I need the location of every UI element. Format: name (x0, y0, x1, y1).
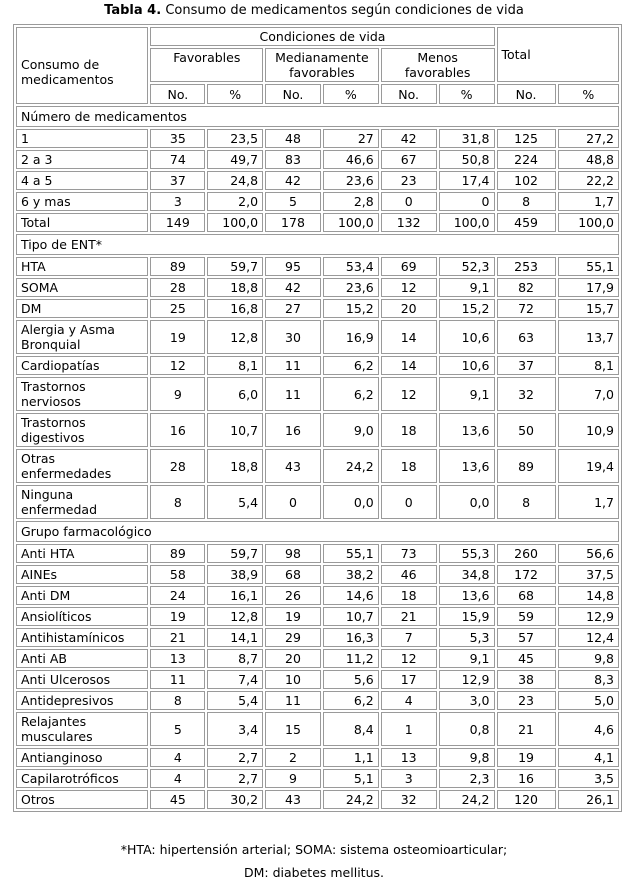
count-cell: 15 (265, 712, 321, 746)
header-no: No. (497, 84, 556, 104)
percent-cell: 4,1 (558, 748, 619, 767)
percent-cell: 9,1 (439, 649, 495, 668)
percent-cell: 18,8 (207, 278, 263, 297)
percent-cell: 10,7 (323, 607, 379, 626)
count-cell: 10 (265, 670, 321, 689)
percent-cell: 49,7 (207, 150, 263, 169)
percent-cell: 5,0 (558, 691, 619, 710)
percent-cell: 14,6 (323, 586, 379, 605)
count-cell: 12 (150, 356, 205, 375)
table-caption (0, 2, 628, 19)
table-row (16, 607, 619, 626)
percent-cell: 13,6 (439, 449, 495, 483)
table-row (16, 449, 619, 483)
count-cell: 11 (265, 377, 321, 411)
percent-cell: 3,5 (558, 769, 619, 788)
table-row (16, 150, 619, 169)
row-label: Antidepresivos (16, 691, 148, 710)
count-cell: 23 (381, 171, 437, 190)
percent-cell: 9,1 (439, 377, 495, 411)
row-label: 4 a 5 (16, 171, 148, 190)
table-row (16, 691, 619, 710)
percent-cell: 12,9 (558, 607, 619, 626)
count-cell: 16 (265, 413, 321, 447)
count-cell: 8 (497, 192, 556, 211)
table-row (16, 171, 619, 190)
count-cell: 29 (265, 628, 321, 647)
count-cell: 18 (381, 413, 437, 447)
count-cell: 11 (265, 356, 321, 375)
count-cell: 12 (381, 278, 437, 297)
count-cell: 3 (381, 769, 437, 788)
count-cell: 73 (381, 544, 437, 563)
section-row (16, 234, 619, 255)
percent-cell: 26,1 (558, 790, 619, 809)
count-cell: 18 (381, 449, 437, 483)
table-row (16, 278, 619, 297)
count-cell: 4 (381, 691, 437, 710)
count-cell: 5 (150, 712, 205, 746)
row-label: Antianginoso (16, 748, 148, 767)
percent-cell: 15,2 (323, 299, 379, 318)
percent-cell: 15,9 (439, 607, 495, 626)
count-cell: 30 (265, 320, 321, 354)
row-label: Anti HTA (16, 544, 148, 563)
percent-cell: 56,6 (558, 544, 619, 563)
count-cell: 38 (497, 670, 556, 689)
table-row (16, 565, 619, 584)
count-cell: 102 (497, 171, 556, 190)
count-cell: 8 (497, 485, 556, 519)
table-row (16, 628, 619, 647)
table-row (16, 213, 619, 232)
count-cell: 83 (265, 150, 321, 169)
percent-cell: 53,4 (323, 257, 379, 276)
percent-cell: 27 (323, 129, 379, 148)
percent-cell: 2,7 (207, 748, 263, 767)
percent-cell: 0,0 (439, 485, 495, 519)
row-label: Cardiopatías (16, 356, 148, 375)
percent-cell: 100,0 (439, 213, 495, 232)
percent-cell: 2,3 (439, 769, 495, 788)
percent-cell: 6,0 (207, 377, 263, 411)
row-label: Ninguna enfermedad (16, 485, 148, 519)
section-title: Número de medicamentos (16, 106, 619, 127)
percent-cell: 38,9 (207, 565, 263, 584)
percent-cell: 12,9 (439, 670, 495, 689)
count-cell: 42 (265, 278, 321, 297)
count-cell: 59 (497, 607, 556, 626)
count-cell: 69 (381, 257, 437, 276)
count-cell: 24 (150, 586, 205, 605)
count-cell: 20 (265, 649, 321, 668)
percent-cell: 8,1 (207, 356, 263, 375)
count-cell: 13 (150, 649, 205, 668)
section-title: Tipo de ENT* (16, 234, 619, 255)
row-label: Anti DM (16, 586, 148, 605)
row-label: 1 (16, 129, 148, 148)
section-title: Grupo farmacológico (16, 521, 619, 542)
count-cell: 95 (265, 257, 321, 276)
count-cell: 19 (150, 607, 205, 626)
percent-cell: 24,2 (323, 449, 379, 483)
percent-cell: 18,8 (207, 449, 263, 483)
count-cell: 37 (497, 356, 556, 375)
count-cell: 17 (381, 670, 437, 689)
count-cell: 4 (150, 748, 205, 767)
footnote-line-1: *HTA: hipertensión arterial; SOMA: sistema osteomioarticular; (120, 842, 508, 857)
count-cell: 28 (150, 449, 205, 483)
count-cell: 46 (381, 565, 437, 584)
header-consumo: Consumo de medicamentos (16, 27, 148, 104)
table-row (16, 748, 619, 767)
count-cell: 2 (265, 748, 321, 767)
count-cell: 0 (265, 485, 321, 519)
table-row (16, 356, 619, 375)
count-cell: 48 (265, 129, 321, 148)
count-cell: 0 (381, 485, 437, 519)
percent-cell: 34,8 (439, 565, 495, 584)
percent-cell: 1,1 (323, 748, 379, 767)
percent-cell: 13,7 (558, 320, 619, 354)
percent-cell: 10,6 (439, 356, 495, 375)
count-cell: 67 (381, 150, 437, 169)
percent-cell: 31,8 (439, 129, 495, 148)
percent-cell: 4,6 (558, 712, 619, 746)
count-cell: 27 (265, 299, 321, 318)
percent-cell: 14,1 (207, 628, 263, 647)
table-row (16, 670, 619, 689)
row-label: AINEs (16, 565, 148, 584)
count-cell: 21 (381, 607, 437, 626)
percent-cell: 100,0 (323, 213, 379, 232)
header-no: No. (265, 84, 321, 104)
percent-cell: 9,0 (323, 413, 379, 447)
count-cell: 12 (381, 649, 437, 668)
percent-cell: 23,5 (207, 129, 263, 148)
count-cell: 21 (497, 712, 556, 746)
table-row (16, 257, 619, 276)
percent-cell: 10,7 (207, 413, 263, 447)
count-cell: 57 (497, 628, 556, 647)
count-cell: 89 (150, 257, 205, 276)
percent-cell: 8,4 (323, 712, 379, 746)
percent-cell: 100,0 (558, 213, 619, 232)
percent-cell: 8,3 (558, 670, 619, 689)
percent-cell: 2,0 (207, 192, 263, 211)
count-cell: 72 (497, 299, 556, 318)
percent-cell: 12,8 (207, 607, 263, 626)
percent-cell: 7,0 (558, 377, 619, 411)
percent-cell: 12,8 (207, 320, 263, 354)
header-no: No. (381, 84, 437, 104)
percent-cell: 55,3 (439, 544, 495, 563)
count-cell: 74 (150, 150, 205, 169)
percent-cell: 8,1 (558, 356, 619, 375)
count-cell: 63 (497, 320, 556, 354)
header-condiciones: Condiciones de vida (150, 27, 494, 46)
table-row (16, 413, 619, 447)
percent-cell: 5,4 (207, 691, 263, 710)
row-label: SOMA (16, 278, 148, 297)
percent-cell: 6,2 (323, 377, 379, 411)
count-cell: 12 (381, 377, 437, 411)
percent-cell: 6,2 (323, 691, 379, 710)
count-cell: 68 (265, 565, 321, 584)
count-cell: 89 (150, 544, 205, 563)
percent-cell: 46,6 (323, 150, 379, 169)
count-cell: 9 (265, 769, 321, 788)
percent-cell: 9,8 (558, 649, 619, 668)
percent-cell: 50,8 (439, 150, 495, 169)
row-label: 2 a 3 (16, 150, 148, 169)
table-row (16, 544, 619, 563)
header-pct: % (323, 84, 379, 104)
count-cell: 42 (381, 129, 437, 148)
count-cell: 20 (381, 299, 437, 318)
table-row (16, 649, 619, 668)
percent-cell: 0,0 (323, 485, 379, 519)
percent-cell: 37,5 (558, 565, 619, 584)
count-cell: 260 (497, 544, 556, 563)
percent-cell: 16,1 (207, 586, 263, 605)
percent-cell: 1,7 (558, 192, 619, 211)
row-label: Trastornos digestivos (16, 413, 148, 447)
table-row (16, 299, 619, 318)
count-cell: 13 (381, 748, 437, 767)
table-row (16, 377, 619, 411)
caption-title: Consumo de medicamentos según condiciones de vida (165, 3, 524, 18)
row-label: Anti Ulcerosos (16, 670, 148, 689)
count-cell: 35 (150, 129, 205, 148)
section-row (16, 106, 619, 127)
table-row (16, 712, 619, 746)
count-cell: 120 (497, 790, 556, 809)
percent-cell: 5,4 (207, 485, 263, 519)
count-cell: 0 (381, 192, 437, 211)
percent-cell: 13,6 (439, 413, 495, 447)
percent-cell: 1,7 (558, 485, 619, 519)
count-cell: 149 (150, 213, 205, 232)
table-row (16, 485, 619, 519)
count-cell: 16 (150, 413, 205, 447)
percent-cell: 0 (439, 192, 495, 211)
header-pct: % (558, 84, 619, 104)
count-cell: 43 (265, 790, 321, 809)
count-cell: 18 (381, 586, 437, 605)
percent-cell: 16,9 (323, 320, 379, 354)
row-label: Capilarotróficos (16, 769, 148, 788)
count-cell: 132 (381, 213, 437, 232)
header-pct: % (207, 84, 263, 104)
header-medianamente: Medianamente favorables (265, 48, 379, 82)
percent-cell: 23,6 (323, 171, 379, 190)
percent-cell: 55,1 (558, 257, 619, 276)
count-cell: 21 (150, 628, 205, 647)
section-row (16, 521, 619, 542)
percent-cell: 12,4 (558, 628, 619, 647)
header-total: Total (497, 27, 620, 82)
row-label: Relajantes musculares (16, 712, 148, 746)
table-row (16, 586, 619, 605)
percent-cell: 23,6 (323, 278, 379, 297)
header-favorables: Favorables (150, 48, 263, 82)
count-cell: 14 (381, 320, 437, 354)
count-cell: 19 (497, 748, 556, 767)
count-cell: 224 (497, 150, 556, 169)
row-label: 6 y mas (16, 192, 148, 211)
percent-cell: 2,7 (207, 769, 263, 788)
percent-cell: 16,8 (207, 299, 263, 318)
percent-cell: 24,2 (323, 790, 379, 809)
count-cell: 68 (497, 586, 556, 605)
percent-cell: 14,8 (558, 586, 619, 605)
count-cell: 28 (150, 278, 205, 297)
percent-cell: 5,6 (323, 670, 379, 689)
percent-cell: 9,8 (439, 748, 495, 767)
count-cell: 42 (265, 171, 321, 190)
row-label: Total (16, 213, 148, 232)
percent-cell: 27,2 (558, 129, 619, 148)
percent-cell: 24,8 (207, 171, 263, 190)
percent-cell: 100,0 (207, 213, 263, 232)
table-row (16, 790, 619, 809)
percent-cell: 11,2 (323, 649, 379, 668)
footnote-line-2: DM: diabetes mellitus. (244, 865, 384, 880)
count-cell: 50 (497, 413, 556, 447)
table-row (16, 320, 619, 354)
percent-cell: 48,8 (558, 150, 619, 169)
count-cell: 14 (381, 356, 437, 375)
percent-cell: 24,2 (439, 790, 495, 809)
row-label: DM (16, 299, 148, 318)
count-cell: 98 (265, 544, 321, 563)
percent-cell: 55,1 (323, 544, 379, 563)
percent-cell: 15,2 (439, 299, 495, 318)
percent-cell: 19,4 (558, 449, 619, 483)
table-row (16, 192, 619, 211)
percent-cell: 10,9 (558, 413, 619, 447)
count-cell: 172 (497, 565, 556, 584)
count-cell: 45 (497, 649, 556, 668)
percent-cell: 7,4 (207, 670, 263, 689)
row-label: Antihistamínicos (16, 628, 148, 647)
count-cell: 32 (381, 790, 437, 809)
row-label: Otros (16, 790, 148, 809)
table-row (16, 769, 619, 788)
count-cell: 16 (497, 769, 556, 788)
percent-cell: 17,9 (558, 278, 619, 297)
percent-cell: 15,7 (558, 299, 619, 318)
row-label: Ansiolíticos (16, 607, 148, 626)
table-row (16, 129, 619, 148)
percent-cell: 5,3 (439, 628, 495, 647)
count-cell: 89 (497, 449, 556, 483)
count-cell: 19 (150, 320, 205, 354)
count-cell: 23 (497, 691, 556, 710)
count-cell: 58 (150, 565, 205, 584)
percent-cell: 3,4 (207, 712, 263, 746)
count-cell: 11 (265, 691, 321, 710)
row-label: Alergia y Asma Bronquial (16, 320, 148, 354)
percent-cell: 5,1 (323, 769, 379, 788)
percent-cell: 13,6 (439, 586, 495, 605)
header-no: No. (150, 84, 205, 104)
percent-cell: 16,3 (323, 628, 379, 647)
percent-cell: 0,8 (439, 712, 495, 746)
count-cell: 45 (150, 790, 205, 809)
percent-cell: 6,2 (323, 356, 379, 375)
count-cell: 178 (265, 213, 321, 232)
count-cell: 7 (381, 628, 437, 647)
count-cell: 19 (265, 607, 321, 626)
percent-cell: 9,1 (439, 278, 495, 297)
count-cell: 253 (497, 257, 556, 276)
percent-cell: 17,4 (439, 171, 495, 190)
table-body (16, 106, 619, 809)
count-cell: 8 (150, 485, 205, 519)
row-label: HTA (16, 257, 148, 276)
row-label: Trastornos nerviosos (16, 377, 148, 411)
count-cell: 26 (265, 586, 321, 605)
row-label: Otras enfermedades (16, 449, 148, 483)
count-cell: 11 (150, 670, 205, 689)
percent-cell: 52,3 (439, 257, 495, 276)
medication-table (13, 24, 622, 812)
count-cell: 9 (150, 377, 205, 411)
percent-cell: 3,0 (439, 691, 495, 710)
percent-cell: 22,2 (558, 171, 619, 190)
count-cell: 32 (497, 377, 556, 411)
count-cell: 3 (150, 192, 205, 211)
percent-cell: 59,7 (207, 544, 263, 563)
count-cell: 8 (150, 691, 205, 710)
header-menos: Menos favorables (381, 48, 495, 82)
count-cell: 82 (497, 278, 556, 297)
count-cell: 4 (150, 769, 205, 788)
count-cell: 37 (150, 171, 205, 190)
count-cell: 125 (497, 129, 556, 148)
count-cell: 459 (497, 213, 556, 232)
count-cell: 25 (150, 299, 205, 318)
caption-label: Tabla 4. (104, 3, 162, 18)
percent-cell: 2,8 (323, 192, 379, 211)
row-label: Anti AB (16, 649, 148, 668)
percent-cell: 30,2 (207, 790, 263, 809)
percent-cell: 8,7 (207, 649, 263, 668)
percent-cell: 10,6 (439, 320, 495, 354)
count-cell: 5 (265, 192, 321, 211)
table-header (16, 27, 619, 104)
header-pct: % (439, 84, 495, 104)
count-cell: 1 (381, 712, 437, 746)
percent-cell: 38,2 (323, 565, 379, 584)
percent-cell: 59,7 (207, 257, 263, 276)
count-cell: 43 (265, 449, 321, 483)
